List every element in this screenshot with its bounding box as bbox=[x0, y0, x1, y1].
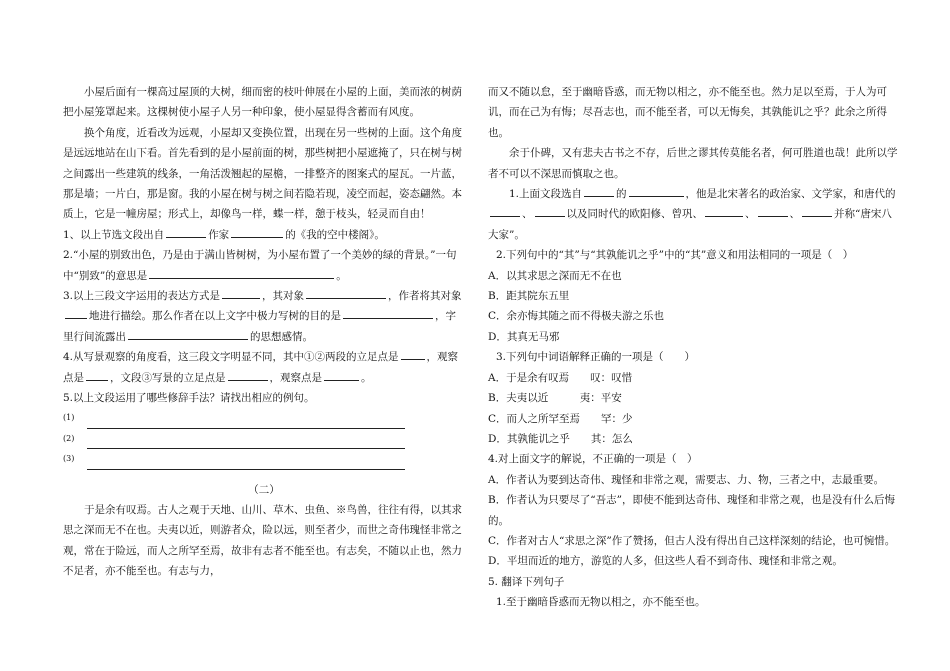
option: B．距其院东五里 bbox=[488, 290, 570, 303]
answer-blank[interactable] bbox=[343, 306, 433, 319]
answer-blank[interactable] bbox=[535, 204, 565, 217]
option: C．余亦悔其随之而不得极夫游之乐也 bbox=[488, 310, 665, 323]
answer-blank[interactable] bbox=[65, 306, 87, 319]
question-4: 4.从写景观察的角度看，这三段文字明显不同，其中①②两段的立足点是 ，观察点是 ，文段③写景的立足点是 ，观察点是 。 bbox=[63, 347, 465, 388]
question-5: 5.以上文段运用了哪些修辞手法？请找出相应的例句。 bbox=[63, 392, 315, 405]
passage-paragraph-1: 小屋后面有一棵高过屋顶的大树，细而密的枝叶伸展在小屋的上面，美而浓的树荫把小屋笼罩起来。这棵树使小屋子人另一种印象，使小屋显得含蓄而有风度。 bbox=[63, 86, 462, 119]
answer-blank[interactable] bbox=[166, 225, 206, 238]
answer-blank[interactable] bbox=[228, 368, 268, 381]
answer-blank[interactable] bbox=[86, 368, 108, 381]
option: D．平坦而近的地方，游览的人多，但这些人看不到奇伟、瑰怪和非常之观。 bbox=[488, 555, 843, 568]
translate-sentence: 1.至于幽暗昏惑而无物以相之，亦不能至也。 bbox=[496, 596, 706, 609]
answer-blank[interactable] bbox=[324, 368, 359, 381]
answer-line-2[interactable]: (2) bbox=[63, 429, 465, 449]
answer-blank[interactable] bbox=[802, 204, 832, 217]
answer-blank[interactable] bbox=[128, 327, 248, 340]
answer-blank[interactable] bbox=[758, 204, 788, 217]
answer-blank[interactable] bbox=[222, 286, 260, 299]
option: A．于是余有叹焉 叹：叹惜 bbox=[488, 371, 633, 384]
question-1: 1、以上节选文段出自 作家 的《我的空中楼阁》。 bbox=[63, 225, 465, 245]
passage-continuation: 而又不随以怠，至于幽暗昏惑，而无物以相之，亦不能至也。然力足以至焉，于人为可讥，而在己为有悔；尽吾志也，而不能至者，可以无悔矣，其孰能讥之乎？此余之所得也。 bbox=[488, 86, 887, 139]
option: D．其孰能讥之乎 其：怎么 bbox=[488, 432, 633, 445]
passage-paragraph-3: 于是余有叹焉。古人之观于天地、山川、草木、虫鱼、※鸟兽，往往有得，以其求思之深而无不在也。夫夷以近，则游者众，险以远，则至者少，而世之奇伟瑰怪非常之观，常在于险远，而人之所罕至焉，故非有志者不能至也。有志矣，不随以止也，然力不足者，亦不能至也。有志与力， bbox=[63, 504, 462, 578]
question-r1: 1.上面文段选自 的 ，他是北宋著名的政治家、文学家，和唐代的、 以及同时代的欧阳修、曾巩、 、 、 并称“唐宋八大家”。 bbox=[488, 184, 898, 245]
answer-blank[interactable] bbox=[401, 347, 425, 360]
option: D．其真无马邪 bbox=[488, 330, 560, 343]
passage-paragraph-2: 换个角度，近看改为远观，小屋却又变换位置，出现在另一些树的上面。这个角度是远远地站在山下看。首先看到的是小屋前面的树，那些树把小屋遮掩了，只在树与树之间露出一些建筑的线条，一角活泼翘起的屋檐，一排整齐的图案式的屋瓦。一片蓝，那是墙；一片白，那是窗。我的小屋在树与树之间若隐若现，凌空而起，姿态翩然。本质上，它是一幢房屋；形式上，却像鸟一样，蝶一样，憩于枝头，轻灵而自由！ bbox=[63, 126, 462, 221]
left-column bbox=[63, 82, 465, 582]
question-2: 2.“小屋的别致出色，乃是由于满山皆树树，为小屋布置了一个美妙的绿的背景。”一句中“别致”的意思是 。 bbox=[63, 249, 457, 282]
answer-line-3[interactable]: (3) bbox=[63, 449, 465, 469]
section-title: （二） bbox=[248, 483, 280, 496]
question-r5: 5. 翻译下列句子 bbox=[488, 575, 565, 588]
right-column bbox=[488, 82, 898, 613]
option: A．作者认为要到达奇伟、瑰怪和非常之观，需要志、力、物，三者之中，志最重要。 bbox=[488, 473, 885, 486]
question-3: 3.以上三段文字运用的表达方式是 ，其对象 ，作者将其对象地进行描绘。那么作者在以上文字中极力写树的目的是 ，字里行间流露出 的思想感情。 bbox=[63, 286, 465, 347]
option: C．作者对古人“求思之深”作了赞扬，但古人没有得出自己这样深刻的结论，也可惋惜。 bbox=[488, 534, 896, 547]
passage-paragraph-4: 余于仆碑，又有悲夫古书之不存，后世之谬其传莫能名者，何可胜道也哉！此所以学者不可以不深思而慎取之也。 bbox=[488, 147, 898, 180]
answer-blank[interactable] bbox=[705, 204, 743, 217]
answer-line-1[interactable]: (1) bbox=[63, 409, 465, 429]
option: C．而人之所罕至焉 罕：少 bbox=[488, 412, 633, 425]
answer-blank[interactable] bbox=[149, 266, 334, 279]
question-r4: 4.对上面文字的解说，不正确的一项是（ ） bbox=[488, 453, 698, 466]
answer-blank[interactable] bbox=[490, 204, 520, 217]
question-r2: 2.下列句中的“其”与“其孰能讥之乎”中的“其”意义和用法相同的一项是（ ） bbox=[496, 249, 854, 262]
option: A．以其求思之深而无不在也 bbox=[488, 269, 622, 282]
answer-blank[interactable] bbox=[584, 184, 614, 197]
answer-blank[interactable] bbox=[231, 225, 283, 238]
answer-blank[interactable] bbox=[629, 184, 684, 197]
answer-blank[interactable] bbox=[306, 286, 386, 299]
option: B．夫夷以近 夷：平安 bbox=[488, 392, 622, 405]
option: B．作者认为只要尽了“吾志”，即使不能到达奇伟、瑰怪和非常之观，也是没有什么后悔的。 bbox=[488, 494, 895, 527]
question-r3: 3.下列句中词语解释正确的一项是（ ） bbox=[496, 351, 696, 364]
